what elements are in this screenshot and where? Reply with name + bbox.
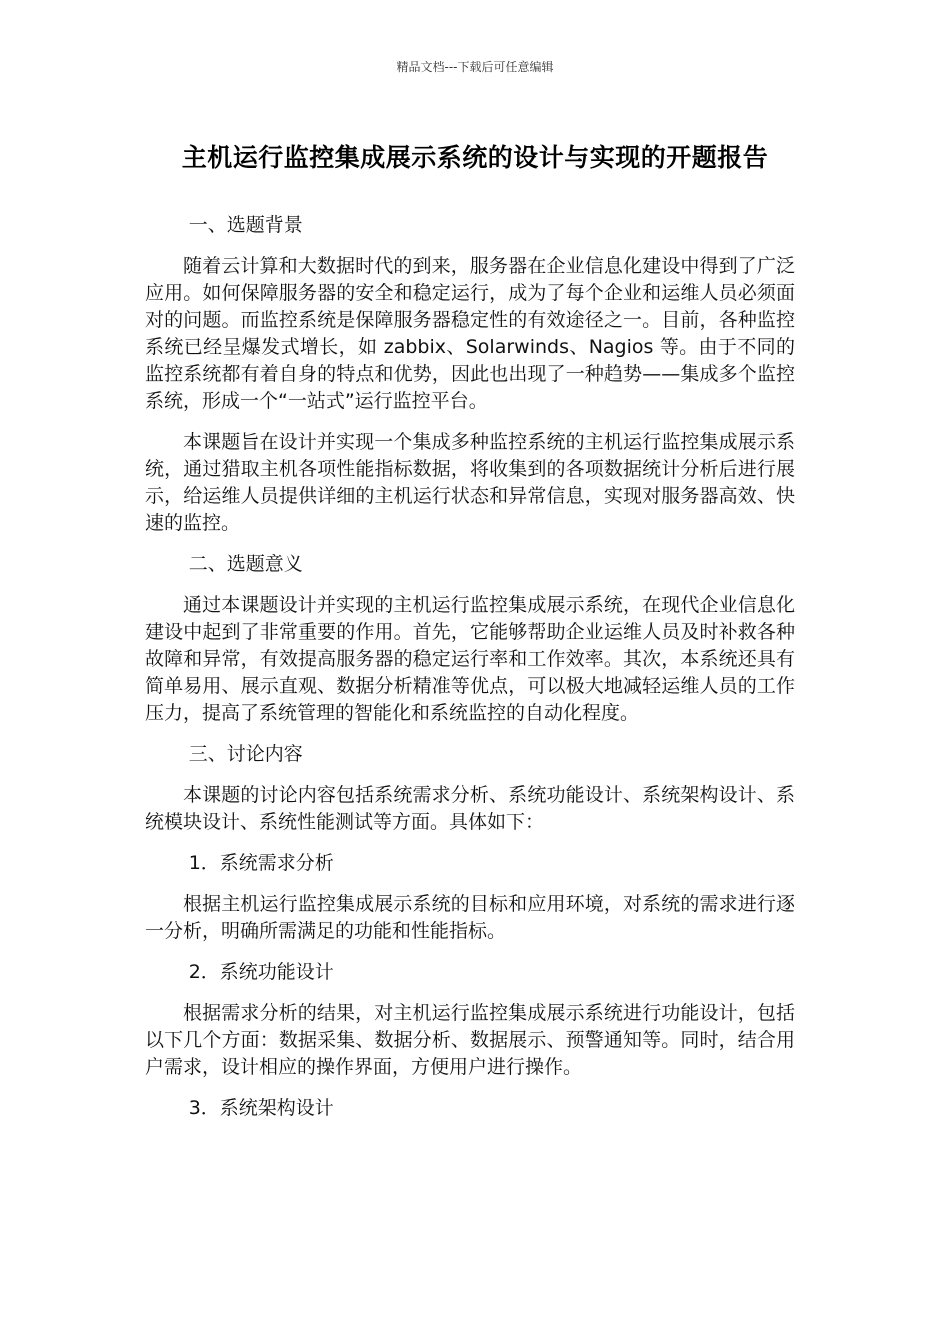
paragraph-significance: 通过本课题设计并实现的主机运行监控集成展示系统，在现代企业信息化建设中起到了非常重要的作用。首先，它能够帮助企业运维人员及时补救各种故障和异常，有效提高服务器的稳定运行率和工作效率。其次，本系统还具有简单易用、展示直观、数据分析精准等优点，可以极大地减轻运维人员的工作压力，提高了系统管理的智能化和系统监控的自动化程度。 <box>145 594 795 724</box>
subsection-heading-requirements: 1．系统需求分析 <box>188 852 334 874</box>
document-title: 主机运行监控集成展示系统的设计与实现的开题报告 <box>181 143 769 172</box>
paragraph-requirements: 根据主机运行监控集成展示系统的目标和应用环境，对系统的需求进行逐一分析，明确所需满足的功能和性能指标。 <box>145 893 795 942</box>
section-heading-background: 一、选题背景 <box>188 214 303 236</box>
paragraph-background-2: 本课题旨在设计并实现一个集成多种监控系统的主机运行监控集成展示系统，通过猎取主机各项性能指标数据，将收集到的各项数据统计分析后进行展示，给运维人员提供详细的主机运行状态和异常信息，实现对服务器高效、快速的监控。 <box>145 431 795 534</box>
document-body <box>145 212 795 1136</box>
section-heading-significance: 二、选题意义 <box>188 553 303 575</box>
paragraph-background-1: 随着云计算和大数据时代的到来，服务器在企业信息化建设中得到了广泛应用。如何保障服务器的安全和稳定运行，成为了每个企业和运维人员必须面对的问题。而监控系统是保障服务器稳定性的有效途径之一。目前，各种监控系统已经呈爆发式增长，如 zabbix、Solarwinds、Nagios 等。由于不同的监控系统都有着自身的特点和优势，因此也出现了一种趋势——集成多个监控系统，形成一个“一站式”运行监控平台。 <box>145 255 795 412</box>
subsection-heading-function-design: 2．系统功能设计 <box>188 961 334 983</box>
paragraph-function-design: 根据需求分析的结果，对主机运行监控集成展示系统进行功能设计，包括以下几个方面：数据采集、数据分析、数据展示、预警通知等。同时，结合用户需求，设计相应的操作界面，方便用户进行操作。 <box>145 1002 795 1078</box>
header-note: 精品文档---下载后可任意编辑 <box>396 60 554 74</box>
section-heading-content: 三、讨论内容 <box>188 743 303 765</box>
paragraph-content-intro: 本课题的讨论内容包括系统需求分析、系统功能设计、系统架构设计、系统模块设计、系统性能测试等方面。具体如下： <box>145 784 795 833</box>
subsection-heading-architecture: 3．系统架构设计 <box>188 1097 334 1119</box>
